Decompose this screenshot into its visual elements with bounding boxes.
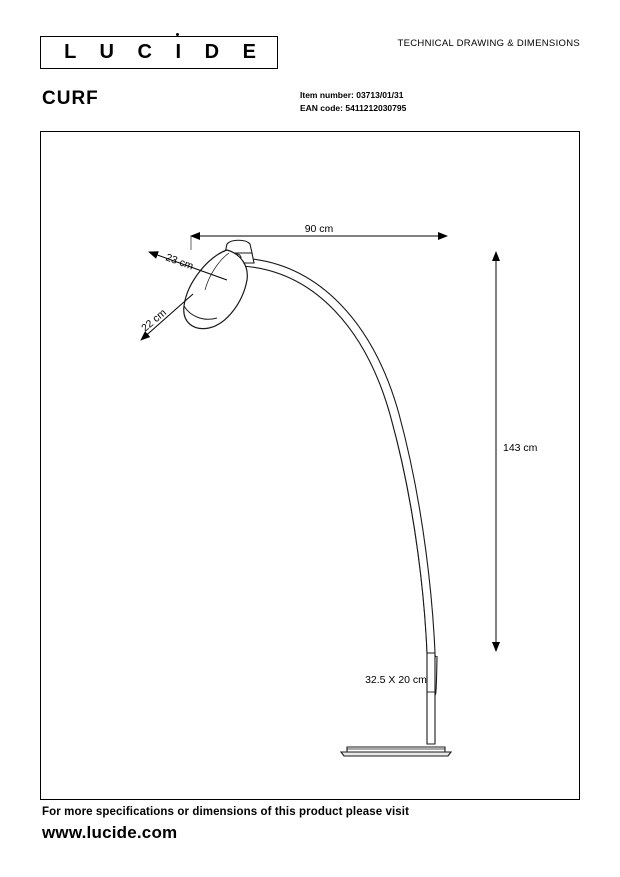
ean-row [300, 102, 406, 115]
dimension-width-top-label: 90 cm [304, 223, 334, 235]
dimension-height [496, 252, 538, 651]
footer-website[interactable]: www.lucide.com [42, 823, 178, 842]
logo-dot-icon [176, 33, 179, 36]
lamp-base [341, 747, 451, 756]
header [40, 28, 580, 74]
technical-drawing [41, 132, 579, 799]
dimension-shade-diagonal-label: 23 cm [163, 251, 195, 273]
footer-note: For more specifications or dimensions of this product please visit [42, 806, 410, 818]
brand-logo-text: L U C I D E [64, 41, 265, 63]
lamp-lower-pole [427, 653, 435, 744]
item-number-row [300, 89, 406, 102]
ean-label: EAN code: [300, 103, 343, 113]
page-title: CURF [42, 88, 99, 109]
lamp-arc-pole [241, 258, 435, 653]
footer [42, 806, 582, 843]
dimension-height-label: 143 cm [503, 442, 538, 454]
dimension-base [365, 674, 427, 686]
technical-drawing-frame [40, 131, 580, 800]
ean-value: 5411212030795 [345, 103, 407, 113]
dimension-base-label: 32.5 X 20 cm [365, 674, 427, 686]
brand-logo [40, 36, 278, 69]
item-number-label: Item number: [300, 90, 354, 100]
document-type-label: TECHNICAL DRAWING & DIMENSIONS [397, 38, 580, 49]
item-number-value: 03713/01/31 [356, 90, 404, 100]
dimension-shade-width-label: 22 cm [139, 306, 169, 335]
product-meta [300, 89, 406, 115]
